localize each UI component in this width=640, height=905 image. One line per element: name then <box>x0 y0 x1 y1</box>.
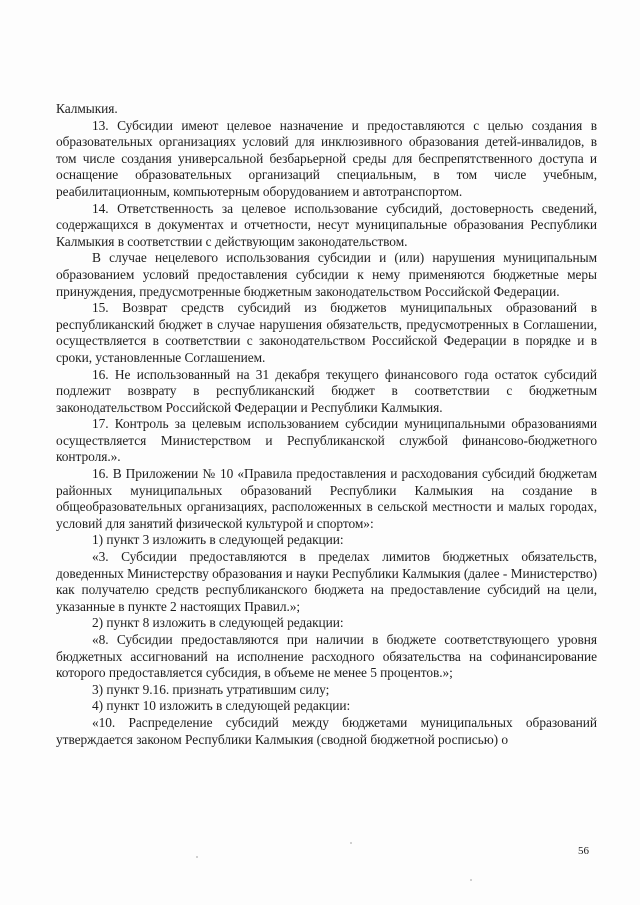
scan-speck <box>470 879 472 881</box>
paragraph-subitem-2: 2) пункт 8 изложить в следующей редакции: <box>92 615 344 631</box>
paragraph-appendix-10: 16. В Приложении № 10 «Правила предоставления и расходования субсидий бюджетам районных муниципальных образований Республики Калмыкия на создание в общеобразовательных организациях, расположенных в сельской местности и малых городах, условий для занятий физической культурой и спортом»: <box>56 466 597 531</box>
paragraph-subitem-3: 3) пункт 9.16. признать утратившим силу; <box>92 681 330 697</box>
paragraph-misuse-case: В случае нецелевого использования субсидии и (или) нарушения муниципальным образованием условий предоставления субсидии к нему применяются бюджетные меры принуждения, предусмотренные бюджетным законодательством Российской Федерации. <box>56 250 597 299</box>
scan-speck <box>350 842 352 844</box>
paragraph-quote-8: «8. Субсидии предоставляются при наличии в бюджете соответствующего уровня бюджетных ассигнований на исполнение расходного обязательства на софинансирование которого предоставляется субсидия, в объеме не менее 5 процентов.»; <box>56 632 597 681</box>
paragraph-item-14: 14. Ответственность за целевое использование субсидий, достоверность сведений, содержащихся в документах и отчетности, несут муниципальные образования Республики Калмыкия в соответствии с действующим законодательством. <box>56 200 597 249</box>
paragraph-item-17: 17. Контроль за целевым использованием субсидии муниципальными образованиями осуществляется Министерством и Республиканской службой финансово-бюджетного контроля.». <box>56 416 597 465</box>
paragraph-subitem-1: 1) пункт 3 изложить в следующей редакции: <box>92 532 344 548</box>
paragraph-item-16: 16. Не использованный на 31 декабря текущего финансового года остаток субсидий подлежит возврату в республиканский бюджет в соответствии с бюджетным законодательством Российской Федерации и Республики Калмыкия. <box>56 366 597 415</box>
paragraph-quote-3: «3. Субсидии предоставляются в пределах лимитов бюджетных обязательств, доведенных Министерству образования и науки Республики Калмыкия (далее - Министерство) как получателю средств республиканского бюджета на предоставление субсидий на цели, указанные в пункте 2 настоящих Правил.»; <box>56 549 597 614</box>
paragraph-continuation: Калмыкия. <box>56 101 118 116</box>
scan-speck <box>196 856 198 858</box>
paragraph-quote-10: «10. Распределение субсидий между бюджетами муниципальных образований утверждается законом Республики Калмыкия (сводной бюджетной росписью) о <box>56 714 597 747</box>
page-number: 56 <box>578 845 589 857</box>
document-body <box>56 101 597 748</box>
paragraph-subitem-4: 4) пункт 10 изложить в следующей редакции: <box>92 698 351 714</box>
paragraph-item-15: 15. Возврат средств субсидий из бюджетов муниципальных образований в республиканский бюджет в случае нарушения обязательств, предусмотренных в Соглашении, осуществляется в соответствии с законодательством Российской Федерации в порядке и в сроки, установленные Соглашением. <box>56 300 597 365</box>
paragraph-item-13: 13. Субсидии имеют целевое назначение и предоставляются с целью создания в образовательных организациях условий для инклюзивного образования детей-инвалидов, в том числе создания универсальной безбарьерной среды для беспрепятственного доступа и оснащение образовательных организаций специальным, в том числе учебным, реабилитационным, компьютерным оборудованием и автотранспортом. <box>56 117 597 199</box>
